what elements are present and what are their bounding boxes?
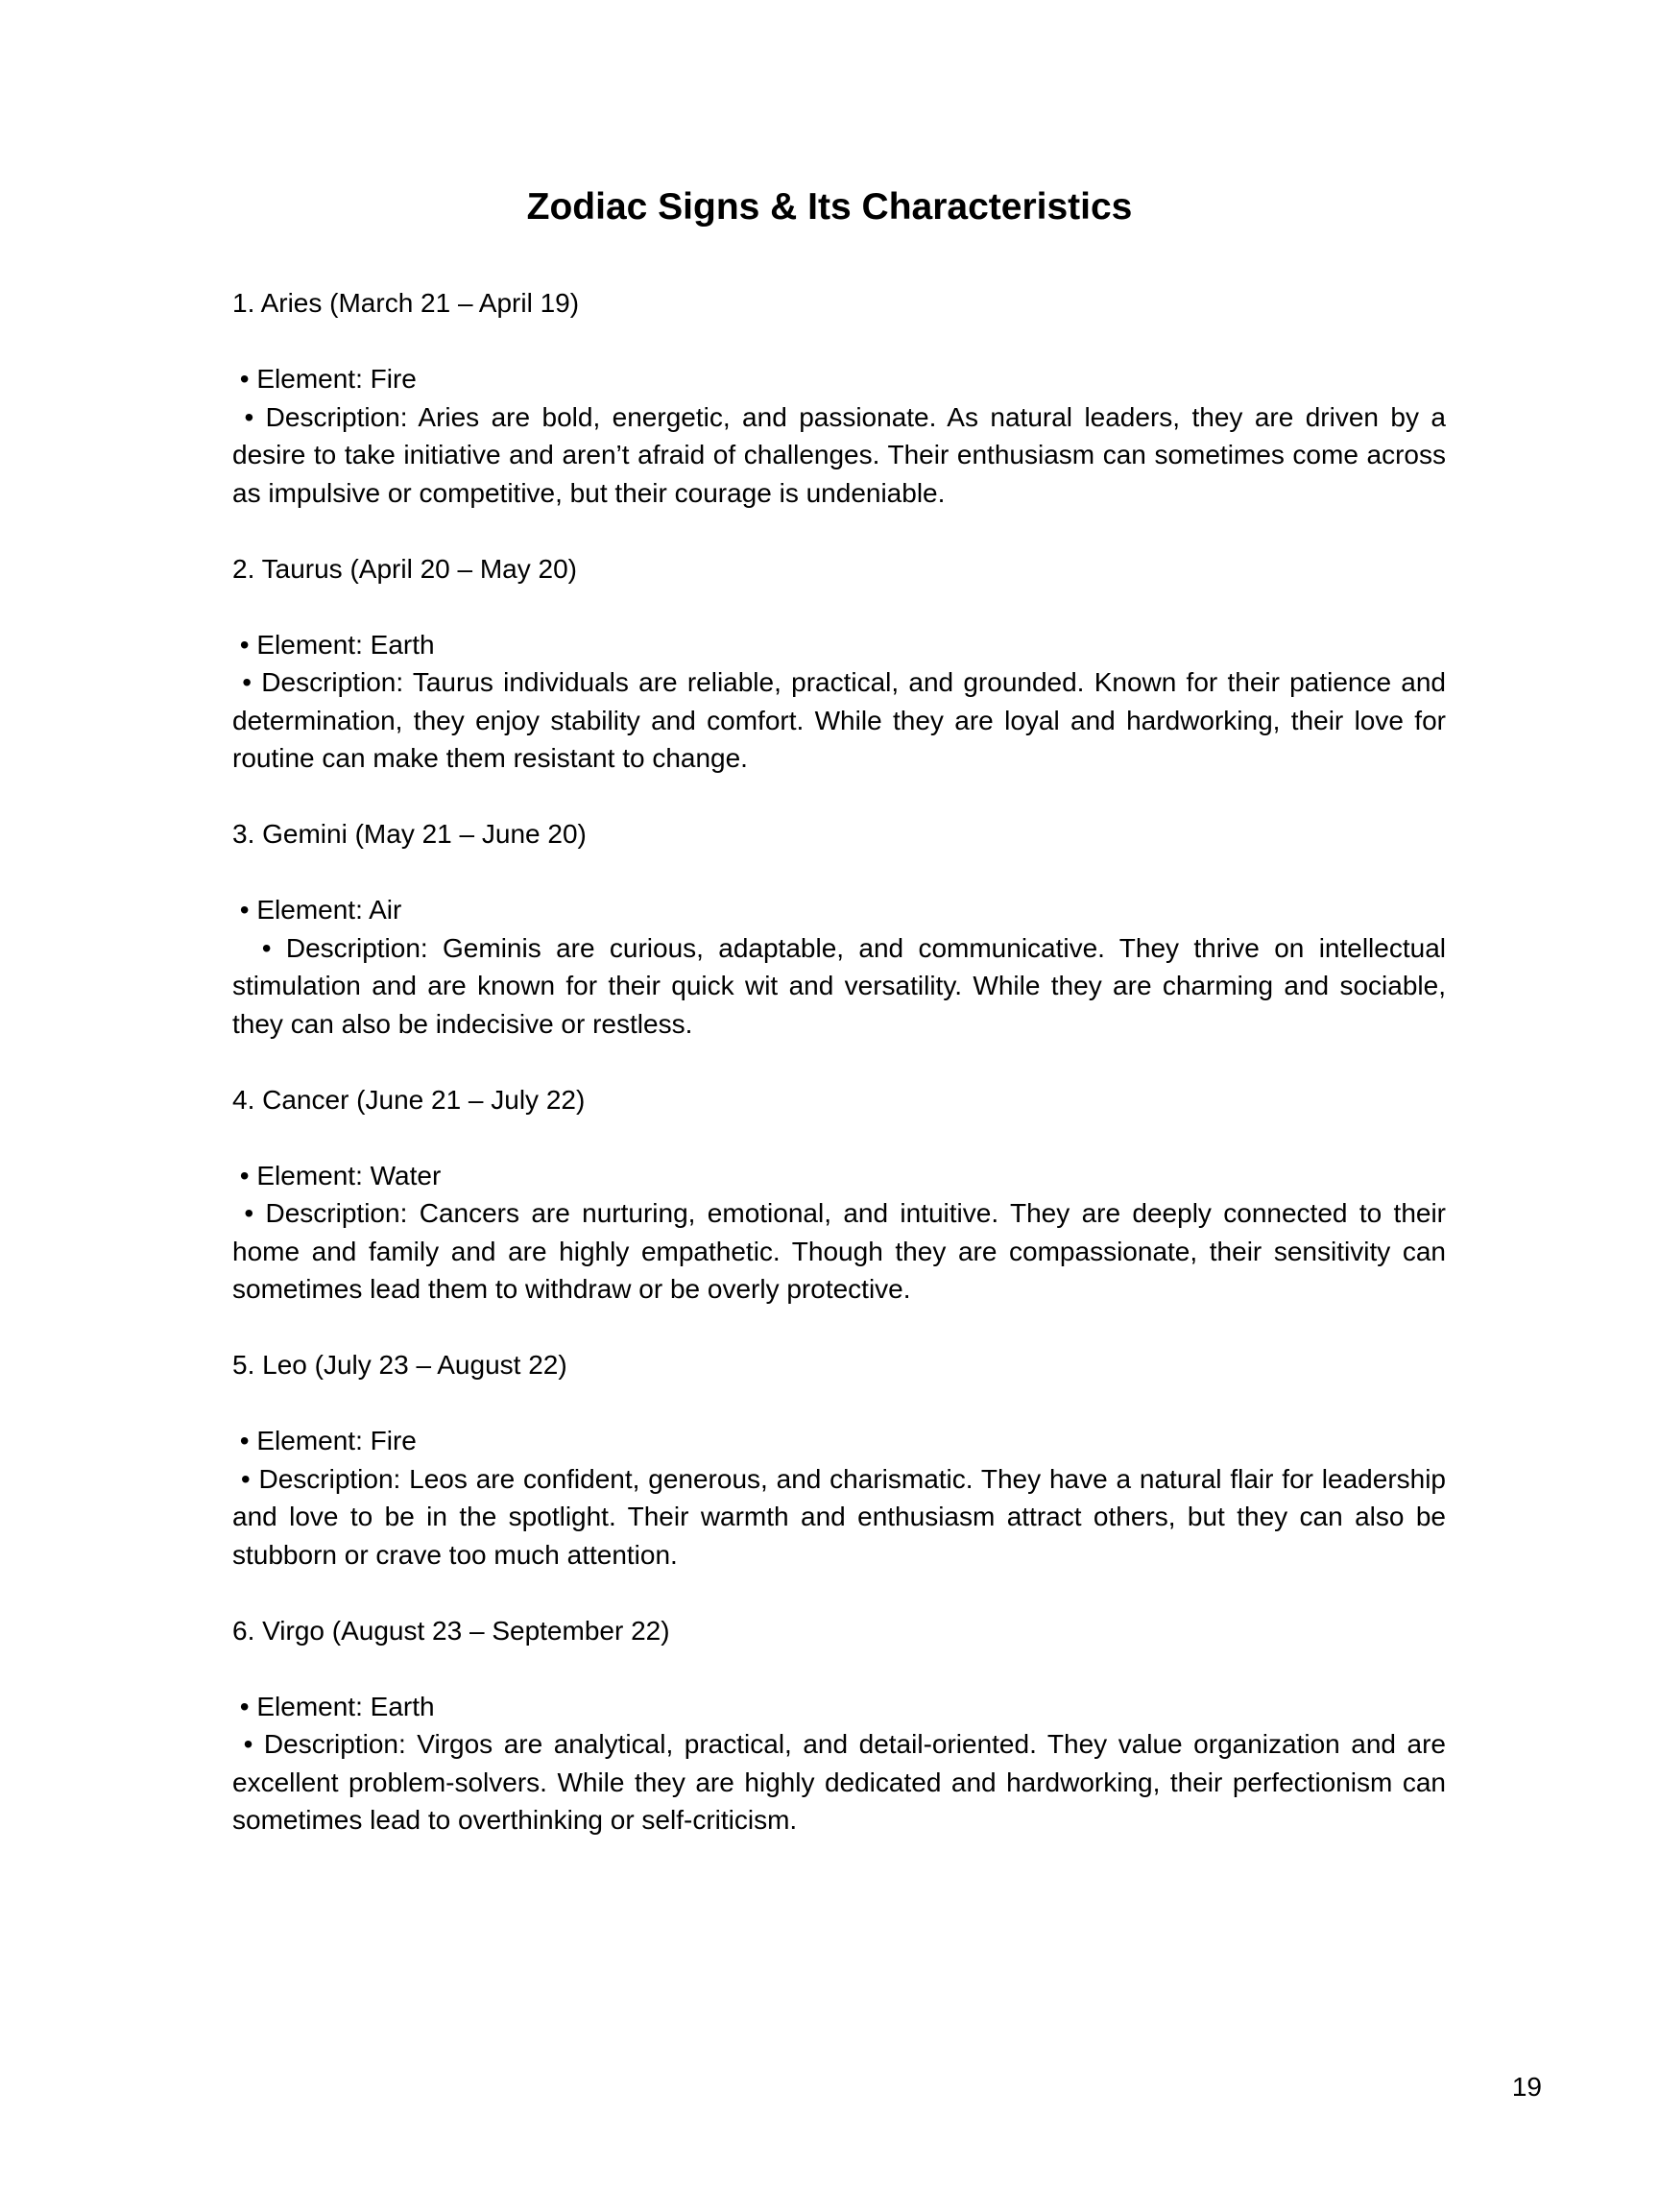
description-label: • Description: bbox=[242, 667, 413, 697]
description-line bbox=[232, 1460, 1446, 1575]
sign-section-leo bbox=[232, 1346, 1446, 1574]
page-title: Zodiac Signs & Its Characteristics bbox=[526, 186, 1133, 228]
description-text: Virgos are analytical, practical, and detail-oriented. They value organization and are excellent problem-solvers. While they are highly dedicated and hardworking, their perfectionism can sometimes lead to overthinking or self-criticism. bbox=[232, 1729, 1447, 1835]
description-text: Taurus individuals are reliable, practical, and grounded. Known for their patience and determination, they enjoy stability and comfort. While they are loyal and hardworking, their love for routine can make them resistant to change. bbox=[232, 667, 1446, 773]
element-label: • Element: bbox=[239, 1160, 371, 1190]
sign-section-aries bbox=[232, 284, 1446, 512]
description-label: • Description: bbox=[244, 1198, 420, 1228]
element-line bbox=[232, 1422, 1446, 1460]
sign-heading: 1. Aries (March 21 – April 19) bbox=[232, 288, 580, 318]
sign-heading: 3. Gemini (May 21 – June 20) bbox=[232, 819, 587, 849]
description-line bbox=[232, 929, 1446, 1044]
description-line bbox=[232, 398, 1446, 513]
description-label: • Description: bbox=[244, 401, 419, 432]
sign-heading: 4. Cancer (June 21 – July 22) bbox=[232, 1084, 586, 1115]
sign-heading: 5. Leo (July 23 – August 22) bbox=[232, 1350, 567, 1380]
description-text: Cancers are nurturing, emotional, and intuitive. They are deeply connected to their home and family and are highly empathetic. Though they are compassionate, their sensitivity can sometimes lead them to withdraw or be overly protective. bbox=[232, 1198, 1447, 1304]
zodiac-list bbox=[232, 284, 1446, 1877]
page-number: 19 bbox=[1511, 2072, 1542, 2102]
element-value: Earth bbox=[370, 629, 435, 660]
sign-section-taurus bbox=[232, 550, 1446, 778]
sign-section-gemini bbox=[232, 815, 1446, 1043]
element-label: • Element: bbox=[239, 1691, 371, 1721]
element-value: Water bbox=[370, 1160, 442, 1190]
description-line bbox=[232, 1725, 1446, 1839]
element-label: • Element: bbox=[239, 629, 371, 660]
description-line bbox=[232, 1194, 1446, 1309]
element-value: Air bbox=[369, 895, 402, 925]
description-line bbox=[232, 663, 1446, 778]
element-value: Earth bbox=[370, 1691, 435, 1721]
element-label: • Element: bbox=[239, 895, 370, 925]
description-label: • Description: bbox=[240, 1463, 410, 1494]
description-text: Leos are confident, generous, and charismatic. They have a natural flair for leadership and love to be in the spotlight. Their warmth and enthusiasm attract others, but they can also be stubborn or crave too much attention. bbox=[232, 1463, 1447, 1570]
element-value: Fire bbox=[370, 1426, 417, 1455]
description-text: Geminis are curious, adaptable, and communicative. They thrive on intellectual stimulation and are known for their quick wit and versatility. While they are charming and sociable, they can also be indecisive or restless. bbox=[232, 932, 1446, 1039]
sign-section-virgo bbox=[232, 1612, 1446, 1839]
sign-heading: 2. Taurus (April 20 – May 20) bbox=[232, 553, 577, 584]
sign-heading: 6. Virgo (August 23 – September 22) bbox=[232, 1615, 670, 1646]
element-label: • Element: bbox=[239, 364, 371, 394]
element-line bbox=[232, 1688, 1446, 1726]
element-line bbox=[232, 626, 1446, 664]
element-line bbox=[232, 891, 1446, 929]
element-label: • Element: bbox=[239, 1426, 371, 1455]
sign-section-cancer bbox=[232, 1081, 1446, 1309]
description-label: • Description: bbox=[261, 932, 444, 963]
element-value: Fire bbox=[370, 364, 417, 394]
description-label: • Description: bbox=[243, 1729, 418, 1759]
element-line bbox=[232, 1157, 1446, 1195]
element-line bbox=[232, 360, 1446, 398]
description-text: Aries are bold, energetic, and passionate. As natural leaders, they are driven by a desire to take initiative and aren’t afraid of challenges. Their enthusiasm can sometimes come across as impulsive or competitive, but their courage is undeniable. bbox=[232, 401, 1446, 508]
